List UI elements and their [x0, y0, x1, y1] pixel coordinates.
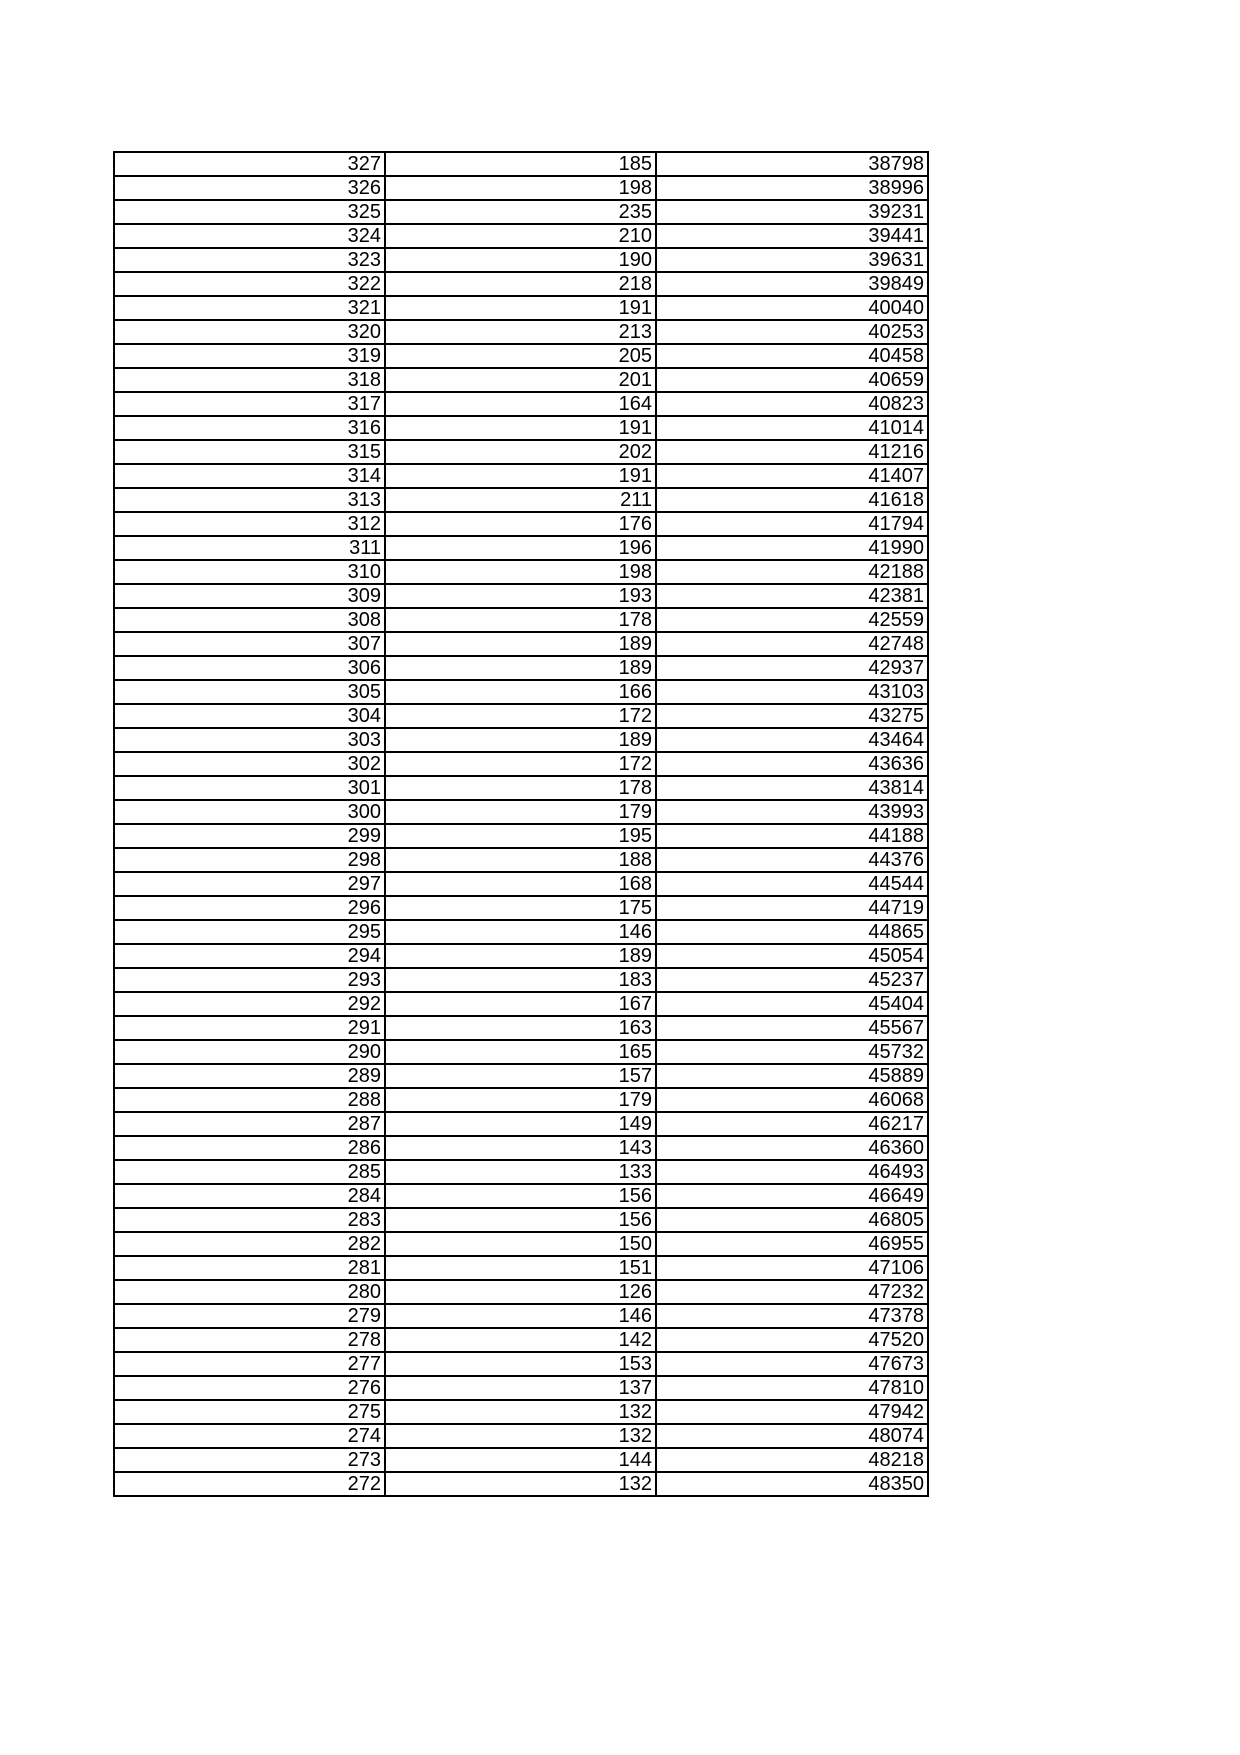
score-cell: 282 [114, 1232, 385, 1256]
count-cell: 205 [385, 344, 656, 368]
cumulative-cell: 42937 [656, 656, 928, 680]
cumulative-cell: 44719 [656, 896, 928, 920]
cumulative-cell: 41407 [656, 464, 928, 488]
table-row [114, 1328, 928, 1352]
count-cell: 156 [385, 1208, 656, 1232]
cumulative-cell: 42188 [656, 560, 928, 584]
count-cell: 132 [385, 1400, 656, 1424]
table-row [114, 1112, 928, 1136]
table-row [114, 896, 928, 920]
cumulative-cell: 40253 [656, 320, 928, 344]
score-cell: 326 [114, 176, 385, 200]
table-row [114, 1232, 928, 1256]
table-row [114, 704, 928, 728]
score-cell: 320 [114, 320, 385, 344]
cumulative-cell: 39849 [656, 272, 928, 296]
cumulative-cell: 44188 [656, 824, 928, 848]
count-cell: 189 [385, 656, 656, 680]
score-cell: 307 [114, 632, 385, 656]
count-cell: 191 [385, 416, 656, 440]
table-row [114, 512, 928, 536]
cumulative-cell: 45237 [656, 968, 928, 992]
count-cell: 178 [385, 776, 656, 800]
score-cell: 293 [114, 968, 385, 992]
table-row [114, 944, 928, 968]
table-row [114, 368, 928, 392]
cumulative-cell: 43464 [656, 728, 928, 752]
cumulative-cell: 46068 [656, 1088, 928, 1112]
score-cell: 305 [114, 680, 385, 704]
score-cell: 292 [114, 992, 385, 1016]
score-cell: 298 [114, 848, 385, 872]
count-cell: 210 [385, 224, 656, 248]
score-cell: 310 [114, 560, 385, 584]
cumulative-cell: 46360 [656, 1136, 928, 1160]
table-row [114, 1064, 928, 1088]
count-cell: 142 [385, 1328, 656, 1352]
cumulative-cell: 44865 [656, 920, 928, 944]
count-cell: 193 [385, 584, 656, 608]
cumulative-cell: 46649 [656, 1184, 928, 1208]
table-row [114, 488, 928, 512]
table-row [114, 416, 928, 440]
count-cell: 201 [385, 368, 656, 392]
count-cell: 179 [385, 1088, 656, 1112]
score-cell: 283 [114, 1208, 385, 1232]
score-cell: 284 [114, 1184, 385, 1208]
score-cell: 301 [114, 776, 385, 800]
score-distribution-table [113, 151, 929, 1497]
cumulative-cell: 42559 [656, 608, 928, 632]
table-row [114, 1400, 928, 1424]
score-cell: 272 [114, 1472, 385, 1496]
score-cell: 302 [114, 752, 385, 776]
score-cell: 280 [114, 1280, 385, 1304]
cumulative-cell: 39631 [656, 248, 928, 272]
cumulative-cell: 43275 [656, 704, 928, 728]
count-cell: 153 [385, 1352, 656, 1376]
score-cell: 318 [114, 368, 385, 392]
count-cell: 188 [385, 848, 656, 872]
table-row [114, 992, 928, 1016]
table-row [114, 392, 928, 416]
cumulative-cell: 46217 [656, 1112, 928, 1136]
cumulative-cell: 39231 [656, 200, 928, 224]
score-cell: 286 [114, 1136, 385, 1160]
count-cell: 133 [385, 1160, 656, 1184]
score-cell: 304 [114, 704, 385, 728]
cumulative-cell: 43993 [656, 800, 928, 824]
cumulative-cell: 41618 [656, 488, 928, 512]
table-row [114, 176, 928, 200]
table-row [114, 632, 928, 656]
count-cell: 137 [385, 1376, 656, 1400]
score-cell: 274 [114, 1424, 385, 1448]
score-cell: 313 [114, 488, 385, 512]
score-cell: 277 [114, 1352, 385, 1376]
score-cell: 306 [114, 656, 385, 680]
table-row [114, 656, 928, 680]
table-row [114, 1016, 928, 1040]
count-cell: 172 [385, 704, 656, 728]
cumulative-cell: 45889 [656, 1064, 928, 1088]
score-cell: 317 [114, 392, 385, 416]
score-cell: 319 [114, 344, 385, 368]
cumulative-cell: 47232 [656, 1280, 928, 1304]
cumulative-cell: 40458 [656, 344, 928, 368]
score-cell: 324 [114, 224, 385, 248]
cumulative-cell: 45404 [656, 992, 928, 1016]
score-cell: 273 [114, 1448, 385, 1472]
table-row [114, 1304, 928, 1328]
cumulative-cell: 41990 [656, 536, 928, 560]
cumulative-cell: 47942 [656, 1400, 928, 1424]
table-row [114, 344, 928, 368]
cumulative-cell: 38798 [656, 152, 928, 176]
table-row [114, 200, 928, 224]
count-cell: 178 [385, 608, 656, 632]
count-cell: 185 [385, 152, 656, 176]
cumulative-cell: 43636 [656, 752, 928, 776]
count-cell: 146 [385, 920, 656, 944]
table-row [114, 776, 928, 800]
score-cell: 300 [114, 800, 385, 824]
score-cell: 325 [114, 200, 385, 224]
count-cell: 189 [385, 728, 656, 752]
count-cell: 183 [385, 968, 656, 992]
score-cell: 288 [114, 1088, 385, 1112]
cumulative-cell: 47810 [656, 1376, 928, 1400]
cumulative-cell: 40823 [656, 392, 928, 416]
table-row [114, 272, 928, 296]
count-cell: 164 [385, 392, 656, 416]
cumulative-cell: 41794 [656, 512, 928, 536]
cumulative-cell: 48218 [656, 1448, 928, 1472]
cumulative-cell: 46493 [656, 1160, 928, 1184]
count-cell: 218 [385, 272, 656, 296]
score-cell: 322 [114, 272, 385, 296]
count-cell: 190 [385, 248, 656, 272]
score-cell: 315 [114, 440, 385, 464]
count-cell: 198 [385, 560, 656, 584]
count-cell: 179 [385, 800, 656, 824]
table-row [114, 968, 928, 992]
table-row [114, 1472, 928, 1496]
score-cell: 276 [114, 1376, 385, 1400]
table-row [114, 536, 928, 560]
table-row [114, 680, 928, 704]
score-cell: 287 [114, 1112, 385, 1136]
count-cell: 191 [385, 296, 656, 320]
score-cell: 291 [114, 1016, 385, 1040]
cumulative-cell: 41014 [656, 416, 928, 440]
table-row [114, 224, 928, 248]
table-body [114, 152, 928, 1496]
cumulative-cell: 47378 [656, 1304, 928, 1328]
table-row [114, 152, 928, 176]
table-row [114, 1424, 928, 1448]
count-cell: 175 [385, 896, 656, 920]
table-row [114, 1280, 928, 1304]
table-row [114, 464, 928, 488]
count-cell: 166 [385, 680, 656, 704]
table-row [114, 584, 928, 608]
cumulative-cell: 45054 [656, 944, 928, 968]
score-cell: 321 [114, 296, 385, 320]
table-row [114, 320, 928, 344]
score-cell: 281 [114, 1256, 385, 1280]
table-row [114, 296, 928, 320]
table-row [114, 824, 928, 848]
count-cell: 196 [385, 536, 656, 560]
score-cell: 289 [114, 1064, 385, 1088]
count-cell: 189 [385, 632, 656, 656]
cumulative-cell: 45732 [656, 1040, 928, 1064]
score-cell: 297 [114, 872, 385, 896]
count-cell: 132 [385, 1424, 656, 1448]
count-cell: 150 [385, 1232, 656, 1256]
count-cell: 172 [385, 752, 656, 776]
count-cell: 126 [385, 1280, 656, 1304]
score-cell: 314 [114, 464, 385, 488]
table-row [114, 560, 928, 584]
cumulative-cell: 47673 [656, 1352, 928, 1376]
table-row [114, 800, 928, 824]
score-cell: 295 [114, 920, 385, 944]
score-cell: 275 [114, 1400, 385, 1424]
table-row [114, 1448, 928, 1472]
cumulative-cell: 42748 [656, 632, 928, 656]
score-cell: 327 [114, 152, 385, 176]
count-cell: 157 [385, 1064, 656, 1088]
count-cell: 165 [385, 1040, 656, 1064]
score-cell: 303 [114, 728, 385, 752]
score-cell: 311 [114, 536, 385, 560]
cumulative-cell: 45567 [656, 1016, 928, 1040]
cumulative-cell: 48350 [656, 1472, 928, 1496]
table-row [114, 752, 928, 776]
table-row [114, 848, 928, 872]
count-cell: 163 [385, 1016, 656, 1040]
table-row [114, 920, 928, 944]
table-row [114, 440, 928, 464]
cumulative-cell: 44544 [656, 872, 928, 896]
cumulative-cell: 47106 [656, 1256, 928, 1280]
cumulative-cell: 41216 [656, 440, 928, 464]
count-cell: 235 [385, 200, 656, 224]
table-row [114, 1160, 928, 1184]
count-cell: 198 [385, 176, 656, 200]
count-cell: 151 [385, 1256, 656, 1280]
table-row [114, 248, 928, 272]
count-cell: 202 [385, 440, 656, 464]
cumulative-cell: 38996 [656, 176, 928, 200]
table-row [114, 1376, 928, 1400]
table-row [114, 872, 928, 896]
table-row [114, 1184, 928, 1208]
count-cell: 167 [385, 992, 656, 1016]
count-cell: 146 [385, 1304, 656, 1328]
count-cell: 156 [385, 1184, 656, 1208]
count-cell: 143 [385, 1136, 656, 1160]
cumulative-cell: 48074 [656, 1424, 928, 1448]
table-row [114, 1208, 928, 1232]
score-cell: 316 [114, 416, 385, 440]
table-row [114, 1088, 928, 1112]
count-cell: 132 [385, 1472, 656, 1496]
cumulative-cell: 47520 [656, 1328, 928, 1352]
cumulative-cell: 43814 [656, 776, 928, 800]
count-cell: 189 [385, 944, 656, 968]
score-cell: 309 [114, 584, 385, 608]
score-cell: 290 [114, 1040, 385, 1064]
cumulative-cell: 40659 [656, 368, 928, 392]
score-cell: 279 [114, 1304, 385, 1328]
table-row [114, 1040, 928, 1064]
cumulative-cell: 43103 [656, 680, 928, 704]
cumulative-cell: 46805 [656, 1208, 928, 1232]
table-row [114, 728, 928, 752]
cumulative-cell: 44376 [656, 848, 928, 872]
score-cell: 299 [114, 824, 385, 848]
count-cell: 168 [385, 872, 656, 896]
table-row [114, 608, 928, 632]
table-row [114, 1256, 928, 1280]
score-cell: 312 [114, 512, 385, 536]
score-cell: 323 [114, 248, 385, 272]
score-cell: 294 [114, 944, 385, 968]
cumulative-cell: 39441 [656, 224, 928, 248]
count-cell: 213 [385, 320, 656, 344]
table-row [114, 1352, 928, 1376]
score-cell: 296 [114, 896, 385, 920]
score-cell: 285 [114, 1160, 385, 1184]
table-row [114, 1136, 928, 1160]
score-cell: 278 [114, 1328, 385, 1352]
cumulative-cell: 46955 [656, 1232, 928, 1256]
count-cell: 176 [385, 512, 656, 536]
cumulative-cell: 42381 [656, 584, 928, 608]
count-cell: 144 [385, 1448, 656, 1472]
score-cell: 308 [114, 608, 385, 632]
count-cell: 195 [385, 824, 656, 848]
count-cell: 211 [385, 488, 656, 512]
count-cell: 149 [385, 1112, 656, 1136]
cumulative-cell: 40040 [656, 296, 928, 320]
count-cell: 191 [385, 464, 656, 488]
